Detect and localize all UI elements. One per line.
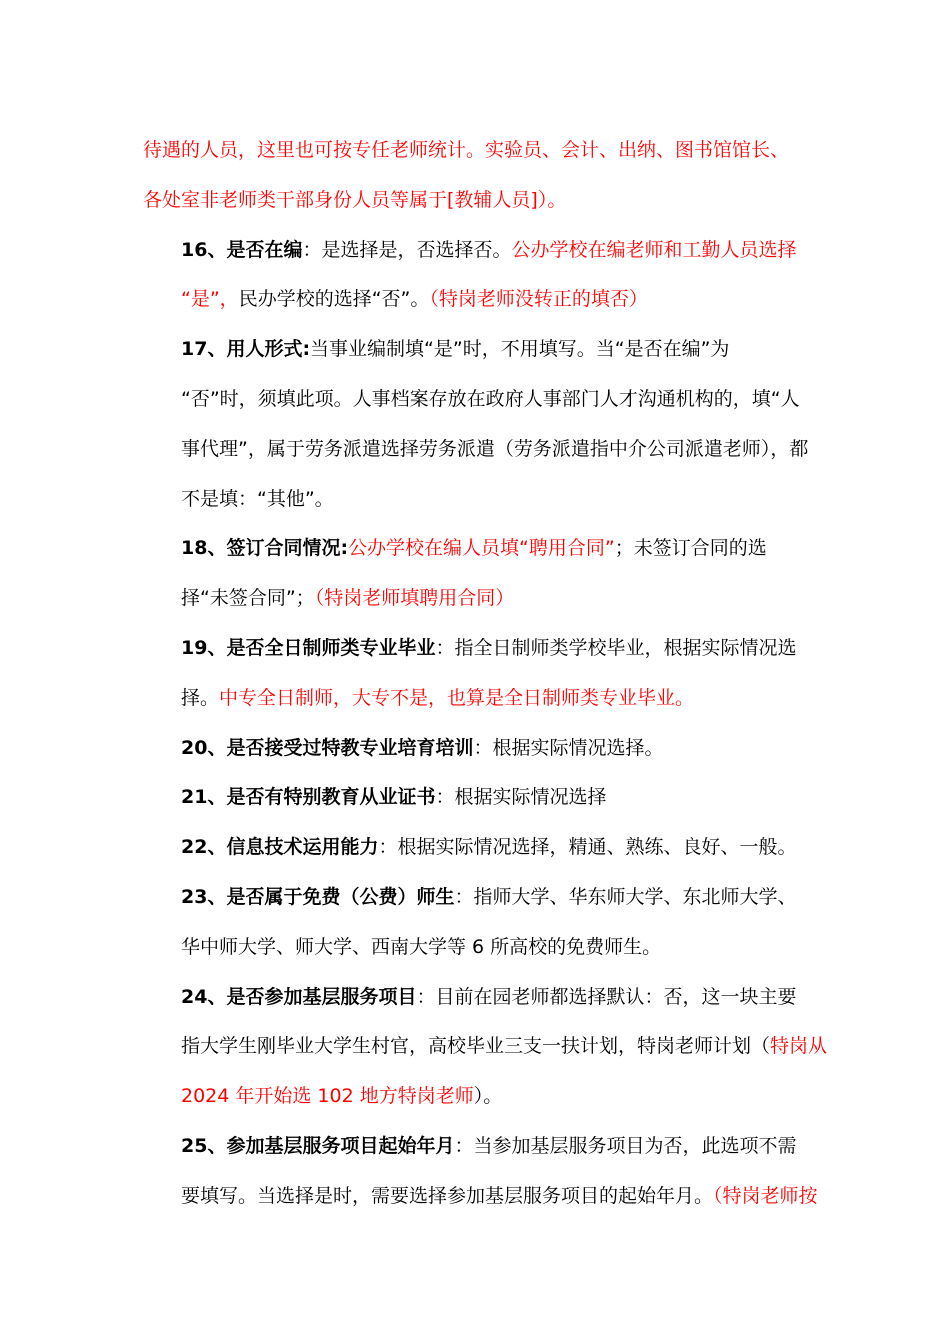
text-line [143, 823, 809, 873]
item-heading: 16、是否在编 [181, 238, 303, 261]
highlight-note: （特岗老师按 [713, 1184, 818, 1207]
body-text: 择。 [181, 686, 220, 709]
highlight-note: 各处室非老师类干部身份人员等属于[教辅人员]）。 [143, 188, 567, 211]
body-text: 择“未签合同”； [181, 587, 315, 610]
highlight-note: 公办学校在编老师和工勤人员选择 [511, 238, 797, 261]
body-text: ：目前在园老师都选择默认：否，这一块主要 [416, 985, 797, 1008]
highlight-note: 特岗从 [770, 1035, 828, 1058]
item-heading: 25、参加基层服务项目起始年月 [181, 1134, 455, 1157]
text-line [143, 773, 809, 823]
text-line [143, 873, 809, 923]
paragraph [143, 126, 809, 226]
item-heading: 19、是否全日制师类专业毕业 [181, 636, 436, 659]
item-heading: 17、用人形式: [181, 338, 311, 361]
body-text: ：是选择是，否选择否。 [302, 238, 512, 261]
body-text: “否”时，须填此项。人事档案存放在政府人事部门人才沟通机构的，填“人 [181, 387, 800, 410]
body-text: 不是填：“其他”。 [181, 487, 334, 510]
text-line [143, 1172, 818, 1222]
text-line [143, 176, 809, 226]
paragraph [143, 524, 809, 624]
body-text: 民办学校的选择“否”。 [238, 288, 430, 311]
text-line [143, 524, 809, 574]
text-line [143, 475, 809, 525]
text-line [143, 425, 809, 475]
document-body [143, 126, 828, 1222]
paragraph [143, 823, 809, 873]
paragraph [143, 873, 809, 973]
paragraph [143, 973, 828, 1122]
body-text: ）。 [473, 1085, 503, 1108]
body-text: 指大学生刚毕业大学生村官，高校毕业三支一扶计划，特岗老师计划（ [181, 1035, 771, 1058]
text-line [143, 1022, 828, 1072]
text-line [143, 973, 809, 1023]
text-line [143, 574, 809, 624]
item-heading: 18、签订合同情况: [181, 537, 349, 560]
text-line [143, 624, 809, 674]
text-line [143, 923, 809, 973]
body-text: ：指师大学、华东师大学、东北师大学、 [454, 885, 797, 908]
paragraph [143, 724, 809, 774]
highlight-note: “是”， [181, 288, 239, 311]
text-line [143, 674, 809, 724]
body-text: ：根据实际情况选择。 [473, 736, 664, 759]
body-text: 事代理”，属于劳务派遣选择劳务派遣（劳务派遣指中介公司派遣老师），都 [181, 437, 809, 460]
highlight-note: （特岗老师没转正的填否） [429, 288, 648, 311]
item-heading: 24、是否参加基层服务项目 [181, 985, 417, 1008]
highlight-note: 2024 年开始选 102 地方特岗老师 [181, 1085, 474, 1108]
paragraph [143, 773, 809, 823]
text-line [143, 226, 809, 276]
highlight-note: 中专全日制师，大专不是，也算是全日制师类专业毕业。 [219, 686, 695, 709]
text-line [143, 126, 809, 176]
paragraph [143, 226, 809, 326]
item-heading: 20、是否接受过特教专业培育培训 [181, 736, 474, 759]
body-text: ：根据实际情况选择 [435, 786, 607, 809]
text-line [143, 1122, 809, 1172]
body-text: ：根据实际情况选择，精通、熟练、良好、一般。 [378, 836, 797, 859]
paragraph [143, 1122, 818, 1222]
item-heading: 21、是否有特别教育从业证书 [181, 786, 436, 809]
text-line [143, 375, 809, 425]
item-heading: 22、信息技术运用能力 [181, 836, 379, 859]
text-line [143, 325, 809, 375]
body-text: ：指全日制师类学校毕业，根据实际情况选 [435, 636, 797, 659]
body-text: 华中师大学、师大学、西南大学等 6 所高校的免费师生。 [181, 935, 662, 958]
text-line [143, 724, 809, 774]
highlight-note: （特岗老师填聘用合同） [314, 587, 515, 610]
body-text: 要填写。当选择是时，需要选择参加基层服务项目的起始年月。 [181, 1184, 714, 1207]
item-heading: 23、是否属于免费（公费）师生 [181, 885, 455, 908]
highlight-note: 待遇的人员，这里也可按专任老师统计。实验员、会计、出纳、图书馆馆长、 [143, 139, 790, 161]
body-text: ：当参加基层服务项目为否，此选项不需 [454, 1134, 797, 1157]
text-line [143, 275, 809, 325]
text-line [143, 1072, 809, 1122]
paragraph [143, 624, 809, 724]
body-text: ；未签订合同的选 [614, 537, 767, 560]
highlight-note: 公办学校在编人员填“聘用合同” [348, 537, 615, 560]
body-text: 当事业编制填“是”时，不用填写。当“是否在编”为 [310, 338, 730, 361]
paragraph [143, 325, 809, 524]
